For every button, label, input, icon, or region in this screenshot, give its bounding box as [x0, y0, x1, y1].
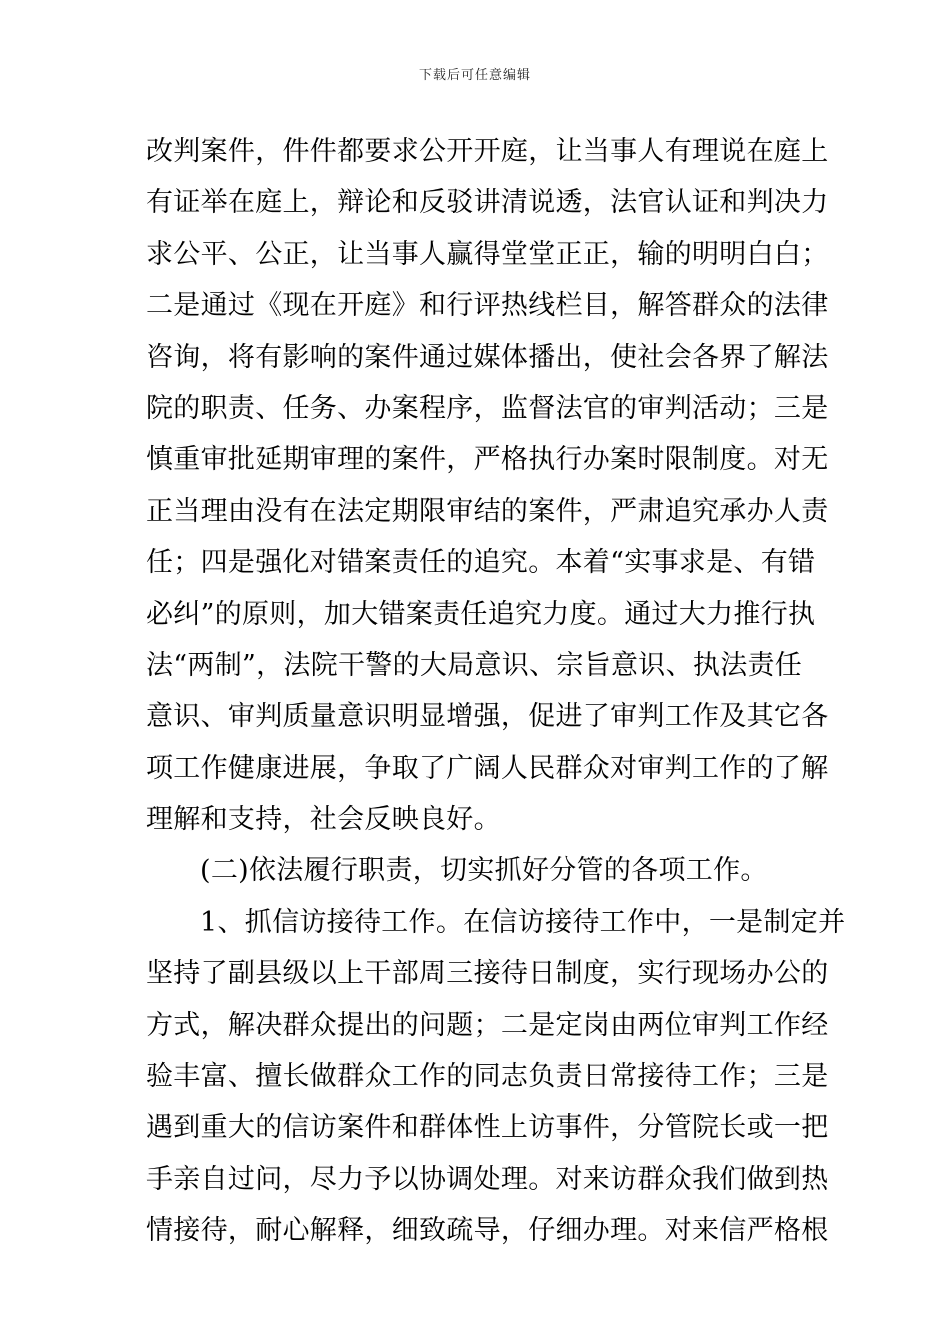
text-line: 项工作健康进展，争取了广阔人民群众对审判工作的了解 [146, 752, 829, 784]
text-line: 方式，解决群众提出的问题；二是定岗由两位审判工作经 [146, 1009, 829, 1041]
text-line: 情接待，耐心解释，细致疏导，仔细办理。对来信严格根 [146, 1215, 829, 1247]
text-line: 遇到重大的信访案件和群体性上访事件，分管院长或一把 [146, 1112, 829, 1144]
text-line: 坚持了副县级以上干部周三接待日制度，实行现场办公的 [146, 958, 829, 990]
text-line: 验丰富、擅长做群众工作的同志负责日常接待工作；三是 [146, 1061, 829, 1093]
text-line: 有证举在庭上，辩论和反驳讲清说透，法官认证和判决力 [146, 187, 829, 219]
text-line: 意识、审判质量意识明显增强，促进了审判工作及其它各 [146, 701, 829, 733]
text-line: 理解和支持，社会反映良好。 [146, 804, 501, 836]
text-line: 咨询，将有影响的案件通过媒体播出，使社会各界了解法 [146, 341, 829, 373]
text-line: 手亲自过问，尽力予以协调处理。对来访群众我们做到热 [146, 1163, 829, 1195]
text-line: 二是通过《现在开庭》和行评热线栏目，解答群众的法律 [146, 290, 829, 322]
text-line: 改判案件，件件都要求公开开庭，让当事人有理说在庭上 [146, 136, 829, 167]
body-text [146, 126, 846, 1257]
text-line: 法“两制”，法院干警的大局意识、宗旨意识、执法责任 [146, 649, 803, 681]
text-line: 正当理由没有在法定期限审结的案件，严肃追究承办人责 [146, 495, 829, 527]
text-line: 任；四是强化对错案责任的追究。本着“实事求是、有错 [146, 547, 816, 579]
text-line: 院的职责、任务、办案程序，监督法官的审判活动；三是 [146, 392, 829, 424]
text-line: 1、抓信访接待工作。在信访接待工作中，一是制定并 [200, 906, 846, 938]
page-header: 下载后可任意编辑 [418, 68, 531, 83]
text-line: 慎重审批延期审理的案件，严格执行办案时限制度。对无 [146, 444, 829, 476]
text-line: 必纠”的原则，加大错案责任追究力度。通过大力推行执 [146, 598, 816, 630]
text-line: 求公平、公正，让当事人赢得堂堂正正，输的明明白白； [146, 238, 829, 270]
section-heading: (二)依法履行职责，切实抓好分管的各项工作。 [200, 855, 768, 887]
